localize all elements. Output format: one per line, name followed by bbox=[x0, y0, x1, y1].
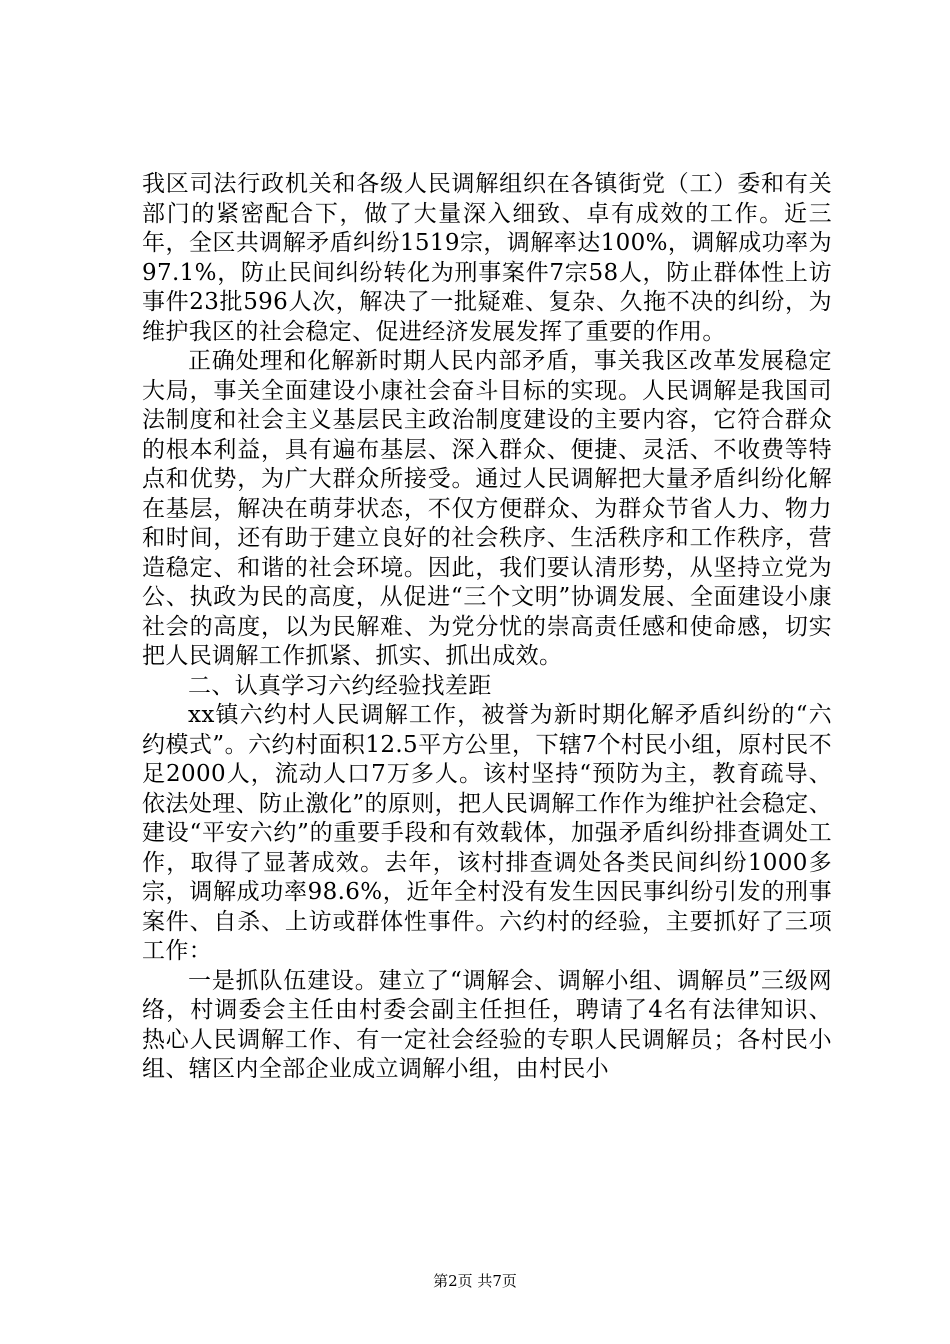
section-heading: 二、认真学习六约经验找差距 bbox=[188, 672, 492, 699]
document-body bbox=[142, 170, 832, 1085]
page-footer bbox=[0, 1271, 950, 1291]
paragraph-continuation: 我区司法行政机关和各级人民调解组织在各镇街党（工）委和有关部门的紧密配合下，做了大量深入细致、卓有成效的工作。近三年，全区共调解矛盾纠纷1519宗，调解率达100%，调解成功率为97.1%，防止民间纠纷转化为刑事案件7宗58人，防止群体性上访事件23批596人次，解决了一批疑难、复杂、久拖不决的纠纷，为维护我区的社会稳定、促进经济发展发挥了重要的作用。 bbox=[142, 171, 832, 345]
paragraph: 一是抓队伍建设。建立了“调解会、调解小组、调解员”三级网络，村调委会主任由村委会副主任担任，聘请了4名有法律知识、热心人民调解工作、有一定社会经验的专职人民调解员；各村民小组、辖区内全部企业成立调解小组，由村民小 bbox=[142, 967, 832, 1082]
paragraph: 正确处理和化解新时期人民内部矛盾，事关我区改革发展稳定大局，事关全面建设小康社会奋斗目标的实现。人民调解是我国司法制度和社会主义基层民主政治制度建设的主要内容，它符合群众的根本利益，具有遍布基层、深入群众、便捷、灵活、不收费等特点和优势，为广大群众所接受。通过人民调解把大量矛盾纠纷化解在基层，解决在萌芽状态，不仅方便群众、为群众节省人力、物力和时间，还有助于建立良好的社会秩序、生活秩序和工作秩序，营造稳定、和谐的社会环境。因此，我们要认清形势，从坚持立党为公、执政为民的高度，从促进“三个文明”协调发展、全面建设小康社会的高度，以为民解难、为党分忧的崇高责任感和使命感，切实把人民调解工作抓紧、抓实、抓出成效。 bbox=[142, 348, 832, 669]
page-number-label: 第2页 共7页 bbox=[433, 1272, 517, 1290]
paragraph: xx镇六约村人民调解工作，被誉为新时期化解矛盾纠纷的“六约模式”。六约村面积12.5平方公里，下辖7个村民小组，原村民不足2000人，流动人口7万多人。该村坚持“预防为主，教育疏导、依法处理、防止激化”的原则，把人民调解工作作为维护社会稳定、建设“平安六约”的重要手段和有效载体，加强矛盾纠纷排查调处工作，取得了显著成效。去年，该村排查调处各类民间纠纷1000多宗，调解成功率98.6%，近年全村没有发生因民事纠纷引发的刑事案件、自杀、上访或群体性事件。六约村的经验，主要抓好了三项工作： bbox=[142, 702, 832, 964]
